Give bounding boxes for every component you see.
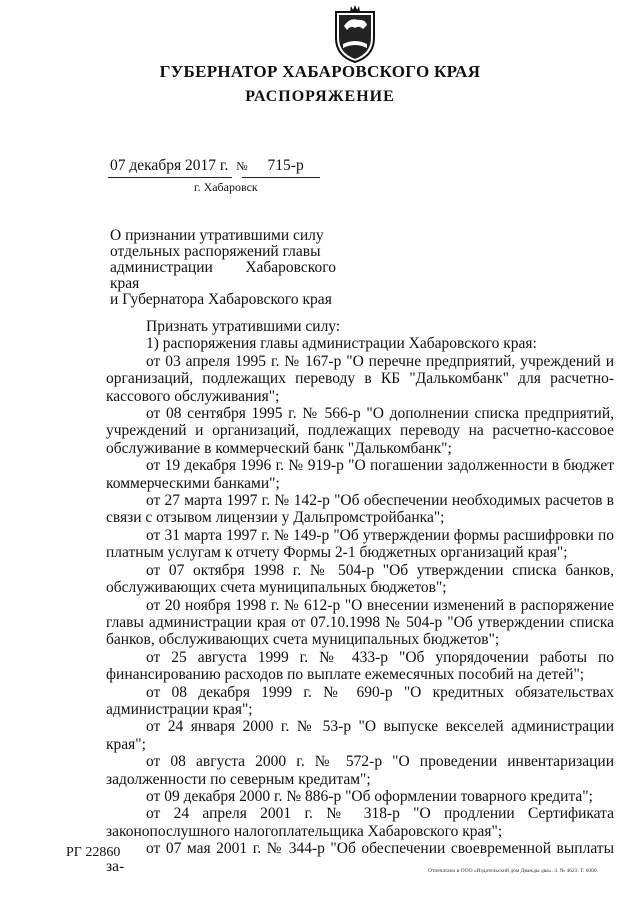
repealed-order-item: от 03 апреля 1995 г. № 167-р "О перечне предприятий, учреждений и организаций, подлежащих переводу в КБ "Далькомбанк" для расчетно-кассового обслуживания"; (106, 352, 614, 405)
document-type: РАСПОРЯЖЕНИЕ (245, 88, 395, 105)
repealed-order-item: от 31 марта 1997 г. № 149-р "Об утверждении формы расшифровки по платным услугам к отчету Формы 2-1 бюджетных организаций края"; (106, 526, 614, 562)
body-paragraph: Признать утратившими силу: (146, 318, 341, 335)
repealed-order-item: от 19 декабря 1996 г. № 919-р "О погашении задолженности в бюджет коммерческими банками"; (106, 457, 614, 492)
body-paragraph: 1) распоряжения главы администрации Хабаровского края: (146, 335, 537, 353)
repealed-order-item: от 08 сентября 1995 г. № 566-р "О дополнении списка предприятий, учреждений и организаций, подлежащих переводу на расчетно-кассовое обслуживание в коммерческий банк "Далькомбанк"; (106, 405, 614, 457)
repealed-order-item: от 24 апреля 2001 г. № 318-р "О продлении Сертификата законопослушного налогоплательщика Хабаровского края"; (106, 805, 614, 840)
registration-number: РГ 22860 (66, 845, 121, 860)
repealed-order-item: от 08 декабря 1999 г. № 690-р "О кредитных обязательствах администрации края"; (106, 683, 614, 718)
subject-line: отдельных распоряжений главы (110, 243, 321, 260)
document-date: 07 декабря 2017 г. (110, 157, 229, 174)
repealed-order-item: от 09 декабря 2000 г. № 886-р "Об оформлении товарного кредита"; (146, 787, 593, 805)
document-number: 715-р (267, 157, 304, 174)
repealed-order-item: от 27 марта 1997 г. № 142-р "Об обеспечении необходимых расчетов в связи с отзывом лицензии у Дальпромстройбанка"; (106, 492, 614, 527)
document-date-number (110, 157, 304, 175)
repealed-order-item: от 08 августа 2000 г. № 572-р "О проведении инвентаризации задолженности по северным кредитам"; (106, 753, 614, 788)
subject-line: и Губернатора Хабаровского края (110, 291, 332, 308)
coat-of-arms-icon (330, 4, 380, 64)
repealed-order-item: от 20 ноября 1998 г. № 612-р "О внесении изменений в распоряжение главы администрации края от 07.10.1998 № 504-р "Об утверждении списка банков, обслуживающих счета муниципальных бюджетов"; (106, 596, 614, 649)
number-underline (242, 177, 320, 178)
print-note: Отпечатано в ООО «Издательский дом Дважды два». З. № 4623. Т. 6000. (428, 868, 599, 874)
document-body (106, 318, 614, 875)
repealed-order-item: от 07 мая 2001 г. № 344-р "Об обеспечении своевременной выплаты за- (106, 840, 614, 875)
document-subject (110, 228, 336, 308)
date-underline (108, 177, 232, 178)
repealed-order-item: от 24 января 2000 г. № 53-р "О выпуске векселей администрации края"; (106, 718, 614, 753)
number-sign: № (236, 159, 248, 173)
repealed-order-item: от 07 октября 1998 г. № 504-р "Об утверждении списка банков, обслуживающих счета муниципальных бюджетов"; (106, 561, 614, 597)
subject-line: О признании утратившими силу (110, 227, 324, 244)
issuer-title: ГУБЕРНАТОР ХАБАРОВСКОГО КРАЯ (159, 62, 481, 81)
repealed-order-item: от 25 августа 1999 г. № 433-р "Об упорядочении работы по финансированию расходов по выплате ежемесячных пособий на детей"; (106, 648, 614, 684)
issue-city: г. Хабаровск (194, 180, 258, 194)
subject-line: администрации Хабаровского края (110, 259, 336, 292)
